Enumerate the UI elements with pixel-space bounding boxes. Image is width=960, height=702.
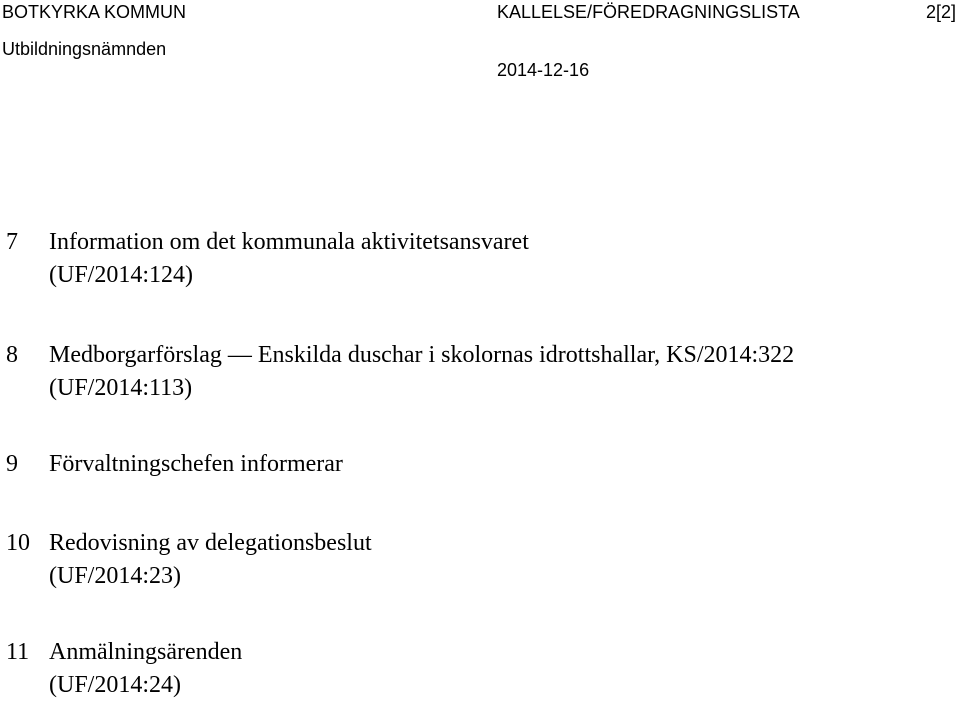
- agenda-item-reference: (UF/2014:113): [49, 375, 193, 401]
- agenda-item-title: Medborgarförslag — Enskilda duschar i skolornas idrottshallar, KS/2014:322: [49, 342, 795, 368]
- agenda-item-number: 9: [6, 451, 18, 477]
- agenda-item-reference: (UF/2014:23): [49, 563, 181, 589]
- agenda-item-reference: (UF/2014:24): [49, 672, 181, 698]
- agenda-item-number: 10: [6, 530, 30, 556]
- agenda-item-number: 11: [6, 639, 30, 665]
- agenda-item-title: Information om det kommunala aktivitetsansvaret: [49, 229, 529, 255]
- committee-name: Utbildningsnämnden: [2, 39, 167, 59]
- agenda-item-title: Redovisning av delegationsbeslut: [49, 530, 372, 556]
- agenda-item-title: Förvaltningschefen informerar: [49, 451, 343, 477]
- organization-name: BOTKYRKA KOMMUN: [2, 2, 187, 22]
- agenda-item-number: 8: [6, 342, 18, 368]
- document-type: KALLELSE/FÖREDRAGNINGSLISTA: [497, 2, 800, 22]
- meeting-date: 2014-12-16: [497, 60, 590, 80]
- agenda-item-reference: (UF/2014:124): [49, 262, 193, 288]
- agenda-item-number: 7: [6, 229, 18, 255]
- page-number: 2[2]: [926, 2, 957, 22]
- agenda-item-title: Anmälningsärenden: [49, 639, 243, 665]
